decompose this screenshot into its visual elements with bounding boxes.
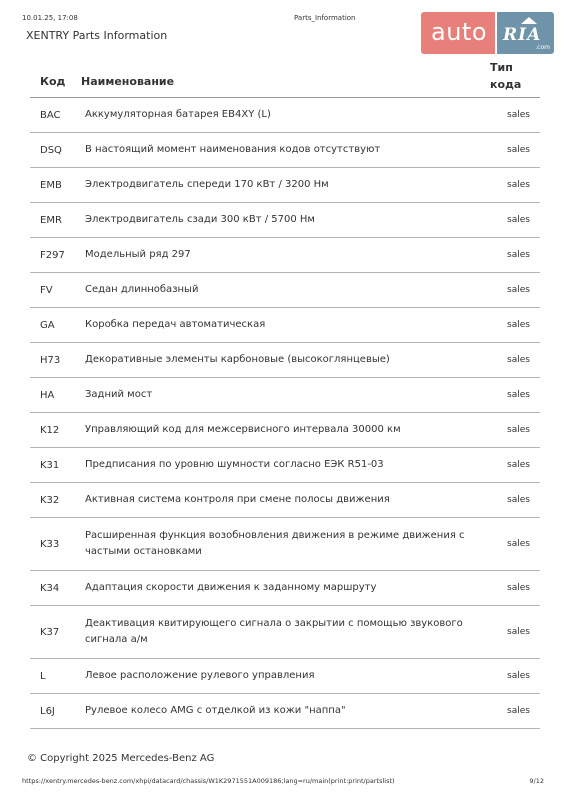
row-name: Расширенная функция возобновления движения в режиме движения с частыми остановками (85, 530, 465, 557)
row-name: Аккумуляторная батарея EB4XY (L) (85, 109, 271, 120)
logo-auto-block (421, 12, 495, 54)
row-type: sales (507, 671, 530, 681)
row-type: sales (507, 110, 530, 120)
logo-com-text: .com (535, 44, 550, 51)
table-row (30, 168, 540, 203)
logo-ria-block (497, 12, 554, 54)
row-name: Левое расположение рулевого управления (85, 670, 315, 681)
row-name: Предписания по уровню шумности согласно ЕЭК R51-03 (85, 459, 384, 470)
row-type: sales (507, 215, 530, 225)
table-row (30, 203, 540, 238)
row-name: Задний мост (85, 389, 153, 400)
header-code: Код (40, 75, 66, 88)
row-code: HA (40, 389, 55, 401)
row-code: F297 (40, 249, 65, 261)
row-name: Электродвигатель сзади 300 кВт / 5700 Нм (85, 214, 315, 225)
table-row (30, 343, 540, 378)
print-page-title: Parts_Information (294, 14, 356, 22)
table-row (30, 308, 540, 343)
copyright: © Copyright 2025 Mercedes-Benz AG (27, 753, 215, 764)
print-url: https://xentry.mercedes-benz.com/xhpi/datacard/chassis/W1K2971551A009186;lang=ru/main(print:print/partslist) (22, 777, 395, 785)
row-type: sales (507, 320, 530, 330)
row-code: GA (40, 319, 55, 331)
row-type: sales (507, 539, 530, 549)
autoria-logo (421, 12, 554, 54)
row-name: Активная система контроля при смене полосы движения (85, 494, 390, 505)
row-code: L6J (40, 705, 55, 717)
row-type: sales (507, 460, 530, 470)
table-row (30, 413, 540, 448)
row-type: sales (507, 355, 530, 365)
header-type-line2: кода (490, 78, 522, 91)
page-number: 9/12 (529, 777, 544, 785)
row-code: FV (40, 284, 53, 296)
table-row (30, 98, 540, 133)
row-name: Деактивация квитирующего сигнала о закрытии с помощью звукового сигнала а/м (85, 618, 463, 645)
row-code: K12 (40, 424, 60, 436)
row-name: Коробка передач автоматическая (85, 319, 266, 330)
row-code: K33 (40, 538, 60, 550)
row-code: K31 (40, 459, 60, 471)
row-name: Рулевое колесо AMG с отделкой из кожи "наппа" (85, 705, 346, 716)
row-type: sales (507, 145, 530, 155)
table-header (30, 56, 540, 98)
row-name: Декоративные элементы карбоновые (высокоглянцевые) (85, 354, 390, 365)
table-row (30, 378, 540, 413)
header-type-line1: Тип (490, 61, 513, 74)
parts-table (30, 56, 540, 729)
print-timestamp: 10.01.25, 17:08 (22, 14, 78, 22)
row-code: K34 (40, 582, 60, 594)
table-row (30, 133, 540, 168)
row-code: EMR (40, 214, 62, 226)
row-name: Электродвигатель спереди 170 кВт / 3200 Нм (85, 179, 329, 190)
header-type (490, 59, 530, 93)
row-code: DSQ (40, 144, 62, 156)
table-body (30, 98, 540, 729)
table-row (30, 606, 540, 659)
row-name: В настоящий момент наименования кодов отсутствуют (85, 144, 381, 155)
row-name: Модельный ряд 297 (85, 249, 191, 260)
row-type: sales (507, 706, 530, 716)
table-row (30, 694, 540, 729)
table-row (30, 238, 540, 273)
logo-auto-text: auto (431, 18, 488, 46)
row-type: sales (507, 180, 530, 190)
table-row (30, 448, 540, 483)
row-type: sales (507, 495, 530, 505)
row-name: Управляющий код для межсервисного интервала 30000 км (85, 424, 401, 435)
row-type: sales (507, 627, 530, 637)
table-row (30, 659, 540, 694)
row-type: sales (507, 250, 530, 260)
logo-hat-icon (521, 17, 537, 24)
row-code: K37 (40, 626, 60, 638)
row-type: sales (507, 583, 530, 593)
row-code: K32 (40, 494, 60, 506)
row-code: L (40, 670, 46, 682)
row-code: H73 (40, 354, 61, 366)
logo-ria-text: RIA (503, 25, 542, 45)
row-type: sales (507, 425, 530, 435)
row-code: BAC (40, 109, 61, 121)
row-name: Адаптация скорости движения к заданному маршруту (85, 582, 377, 593)
row-type: sales (507, 285, 530, 295)
row-code: EMB (40, 179, 62, 191)
header-name: Наименование (81, 75, 175, 88)
row-type: sales (507, 390, 530, 400)
table-row (30, 571, 540, 606)
table-row (30, 483, 540, 518)
table-row (30, 518, 540, 571)
row-name: Седан длиннобазный (85, 284, 199, 295)
app-title: XENTRY Parts Information (26, 29, 168, 42)
table-row (30, 273, 540, 308)
